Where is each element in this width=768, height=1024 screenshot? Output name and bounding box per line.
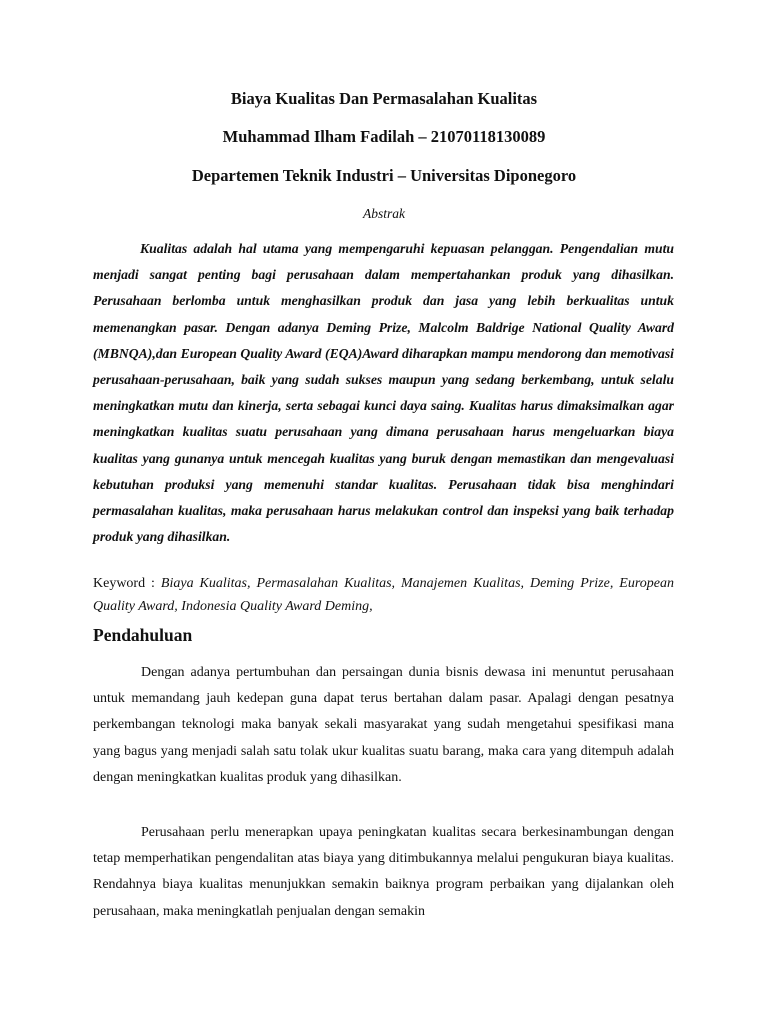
abstract-text: Kualitas adalah hal utama yang mempengaruhi kepuasan pelanggan. Pengendalian mutu menjadi sangat penting bagi perusahaan dalam mempertahankan produk yang dihasilkan. Perusahaan berlomba untuk menghasilkan produk dan jasa yang lebih berkualitas untuk memenangkan pasar. Dengan adanya Deming Prize, Malcolm Baldrige National Quality Award (MBNQA),dan European Quality Award (EQA)Award diharapkan mampu mendorong dan memotivasi perusahaan-perusahaan, baik yang sudah sukses maupun yang sedang berkembang, untuk selalu meningkatkan mutu dan kinerja, serta sebagai kunci daya saing. Kualitas harus dimaksimalkan agar meningkatkan kualitas suatu perusahaan yang dimana perusahaan harus mengeluarkan biaya kualitas yang gunanya untuk mencegah kualitas yang buruk dengan memastikan dan mengevaluasi kebutuhan produksi yang memenuhi standar kualitas. Perusahaan tidak bisa menghindari permasalahan kualitas, maka perusahaan harus melakukan control dan inspeksi yang baik terhadap produk yang dihasilkan. bbox=[93, 241, 674, 545]
affiliation-line: Departemen Teknik Industri – Universitas Diponegoro bbox=[191, 166, 577, 185]
abstract-heading: Abstrak bbox=[363, 206, 405, 221]
paper-title: Biaya Kualitas Dan Permasalahan Kualitas bbox=[230, 89, 538, 108]
keywords-values: Biaya Kualitas, Permasalahan Kualitas, Manajemen Kualitas, Deming Prize, European Quality Award, Indonesia Quality Award Deming, bbox=[93, 576, 674, 614]
body-paragraph: Perusahaan perlu menerapkan upaya peningkatan kualitas secara berkesinambungan dengan tetap memperhatikan pengendalitan atas biaya yang ditimbukannya melalui pengukuran biaya kualitas. Rendahnya biaya kualitas menunjukkan semakin baiknya program perbaikan yang dijalankan oleh perusahaan, maka meningkatlah penjualan dengan semakin bbox=[93, 825, 674, 919]
keywords-label: Keyword : bbox=[93, 576, 161, 591]
keywords-line bbox=[93, 572, 674, 618]
section-heading: Pendahuluan bbox=[93, 625, 193, 645]
author-line: Muhammad Ilham Fadilah – 21070118130089 bbox=[222, 127, 546, 146]
body-paragraph: Dengan adanya pertumbuhan dan persaingan dunia bisnis dewasa ini menuntut perusahaan untuk memandang jauh kedepan guna dapat terus bertahan dalam pasar. Apalagi dengan pesatnya perkembangan teknologi maka banyak sekali masyarakat yang sudah mengetahui spesifikasi mana yang bagus yang menjadi salah satu tolak ukur kualitas suatu barang, maka cara yang ditempuh adalah dengan meningkatkan kualitas produk yang dihasilkan. bbox=[93, 665, 674, 785]
